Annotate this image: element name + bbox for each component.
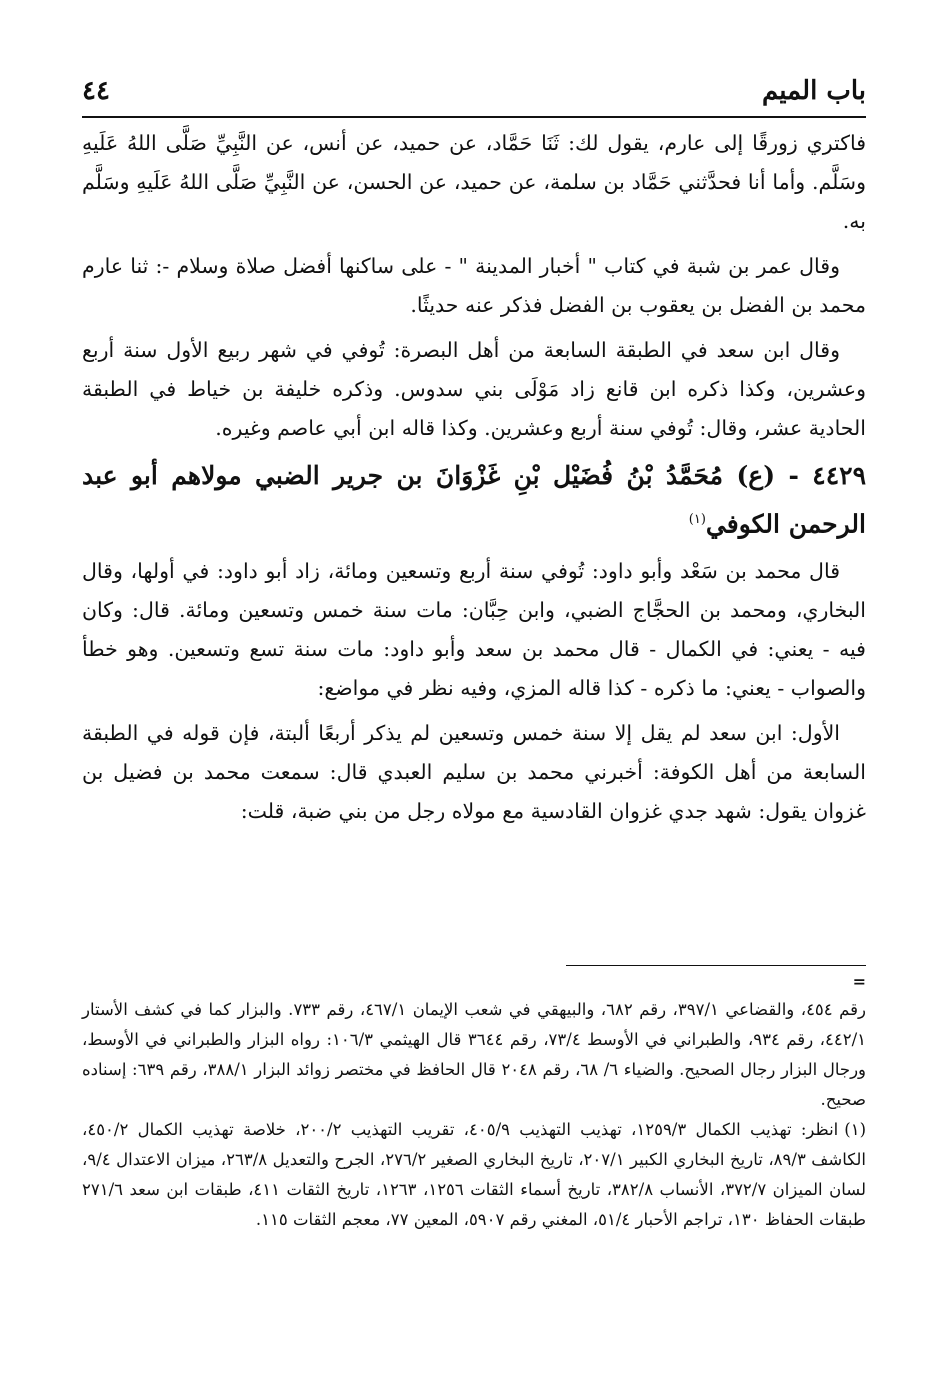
paragraph-4: [82, 552, 866, 708]
paragraph-3-text: وقال ابن سعد في الطبقة السابعة من أهل البصرة: تُوفي في شهر ربيع الأول سنة أربع وعشرين، وكذا ذكره ابن قانع زاد مَوْلَى بني سدوس. وذكره خليفة بن خياط في الطبقة الحادية عشر، وقال: تُوفي سنة أربع وعشرين. وكذا قاله ابن أبي عاصم وغيره.: [82, 338, 866, 440]
paragraph-5: [82, 714, 866, 831]
running-header: [82, 70, 866, 118]
footnote-reference: (١): [688, 512, 706, 527]
footnote-1: [82, 1115, 866, 1235]
paragraph-3: [82, 331, 866, 448]
entry-heading-text: ٤٤٢٩ - (ع) مُحَمَّدُ بْنُ فُضَيْل بْنِ غَزْوَانَ بن جرير الضبي مولاهم أبو عبد الرحمن الكوفي: [82, 461, 866, 539]
footnote-continued: رقم ٤٥٤، والقضاعي ٣٩٧/١، رقم ٦٨٢، والبيهقي في شعب الإيمان ٤٦٧/١، رقم ٧٣٣. والبزار كما في كشف الأستار ٤٤٢/١، رقم ٩٣٤، والطبراني في الأوسط ٧٣/٤، رقم ٣٦٤٤ قال الهيثمي ١٠٦/٣: رواه البزار والطبراني في الأوسط، ورجال البزار رجال الصحيح. والضياء ٦/ ٦٨، رقم ٢٠٤٨ قال الحافظ في مختصر زوائد البزار ٣٨٨/١، رقم ٦٣٩: إسناده صحيح.: [82, 1000, 867, 1109]
paragraph-2-text: وقال عمر بن شبة في كتاب " أخبار المدينة " - على ساكنها أفضل صلاة وسلام -: ثنا عارم محمد بن الفضل بن يعقوب بن الفضل فذكر عنه حديثًا.: [82, 254, 866, 317]
page-number: ٤٤: [82, 76, 110, 106]
footnote-divider: [566, 965, 866, 966]
footnote-continuation-mark: =: [852, 972, 866, 991]
footnotes: [82, 995, 866, 1235]
main-text: [82, 124, 866, 837]
paragraph-5-text: الأول: ابن سعد لم يقل إلا سنة خمس وتسعين لم يذكر أربعًا ألبتة، فإن قوله في الطبقة السابعة من أهل الكوفة: أخبرني محمد بن سليم العبدي قال: سمعت محمد بن فضيل بن غزوان يقول: شهد جدي غزوان القادسية مع مولاه رجل من بني ضبة، قلت:: [82, 721, 866, 824]
footnote-1-number: (١): [844, 1120, 866, 1139]
paragraph-2: [82, 247, 866, 325]
entry-heading: [82, 454, 866, 546]
paragraph-4-text: قال محمد بن سَعْد وأبو داود: تُوفي سنة أربع وتسعين ومائة، زاد أبو داود: في أولها، وقال البخاري، ومحمد بن الحجَّاج الضبي، وابن حِبَّان: مات سنة خمس وتسعين ومائة. قال: وكان فيه - يعني: في الكمال - قال محمد بن سعد وأبو داود: مات سنة تسع وتسعين. وهو خطأ والصواب - يعني: ما ذكره - كذا قاله المزي، وفيه نظر في مواضع:: [82, 559, 866, 701]
paragraph-1: فاكتري زورقًا إلى عارم، يقول لك: ثَنَا حَمَّاد، عن حميد، عن أنس، عن النَّبِيِّ صَلَّى اللهُ عَلَيهِ وسَلَّم. وأما أنا فحدَّثني حَمَّاد بن سلمة، عن حميد، عن الحسن، عن النَّبِيِّ صَلَّى اللهُ عَلَيهِ وسَلَّم به.: [82, 131, 866, 233]
chapter-title: باب الميم: [761, 76, 866, 106]
footnote-1-text: انظر: تهذيب الكمال ١٢٥٩/٣، تهذيب التهذيب ٤٠٥/٩، تقريب التهذيب ٢٠٠/٢، خلاصة تهذيب الكمال ٤٥٠/٢، الكاشف ٨٩/٣، تاريخ البخاري الكبير ٢٠٧/١، تاريخ البخاري الصغير ٢٧٦/٢، الجرح والتعديل ٢٦٣/٨، ميزان الاعتدال ٩/٤، لسان الميزان ٣٧٢/٧، الأنساب ٣٨٢/٨، تاريخ أسماء الثقات ١٢٥٦، ١٢٦٣، تاريخ الثقات ٤١١، طبقات ابن سعد ٢٧١/٦ طبقات الحفاظ ١٣٠، تراجم الأحبار ٥١/٤، المغني رقم ٥٩٠٧، المعين ٧٧، معجم الثقات ١١٥.: [82, 1120, 866, 1229]
